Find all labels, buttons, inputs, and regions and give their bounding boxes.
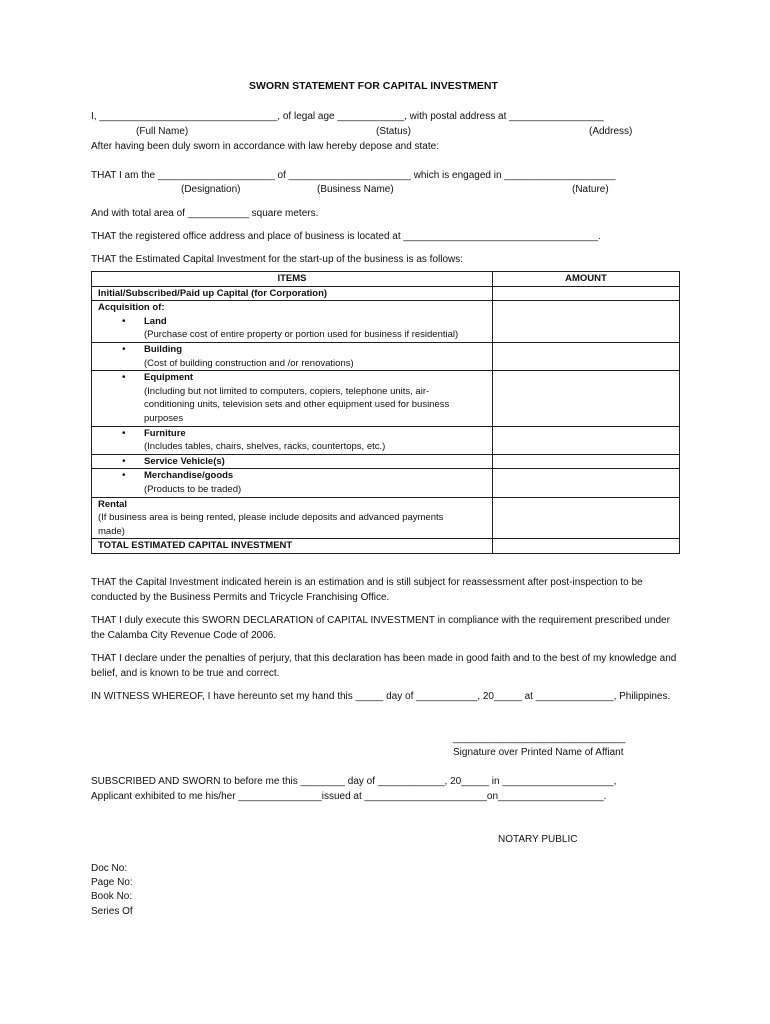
- estimated-intro-line: THAT the Estimated Capital Investment for the start-up of the business is as follows:: [91, 254, 464, 265]
- amount-cell: [493, 454, 680, 469]
- table-row: [92, 539, 680, 554]
- registered-office-line: THAT the registered office address and place of business is located at ___________________________________.: [91, 231, 601, 242]
- applicant-line: Applicant exhibited to me his/her _______________issued at ______________________on___________________.: [91, 791, 607, 802]
- total-label-cell: TOTAL ESTIMATED CAPITAL INVESTMENT: [92, 539, 493, 554]
- designation-label: (Designation): [181, 184, 241, 195]
- page-no-label: Page No:: [91, 877, 133, 888]
- acquisition-label: Acquisition of:: [98, 302, 165, 314]
- full-name-label: (Full Name): [136, 126, 189, 137]
- list-item: [98, 343, 486, 370]
- compliance-paragraph: THAT I duly execute this SWORN DECLARATION of CAPITAL INVESTMENT in compliance with the requirement prescribed under the Calamba City Revenue Code of 2006.: [91, 615, 670, 641]
- signature-label: Signature over Printed Name of Affiant: [453, 747, 624, 758]
- book-no-label: Book No:: [91, 891, 133, 902]
- rental-cell: [92, 497, 493, 539]
- acquisition-cell: [92, 301, 493, 343]
- address-label: (Address): [589, 126, 633, 137]
- series-of-label: Series Of: [91, 906, 133, 917]
- land-desc: (Purchase cost of entire property or portion used for business if residential): [144, 329, 459, 341]
- witness-paragraph: IN WITNESS WHEREOF, I have hereunto set my hand this _____ day of ___________, 20_____ at ______________, Philippines.: [91, 691, 671, 702]
- doc-no-label: Doc No:: [91, 863, 128, 874]
- amount-cell: [493, 286, 680, 301]
- notary-public-label: NOTARY PUBLIC: [498, 834, 578, 845]
- list-item: [98, 315, 486, 342]
- initial-capital-cell: Initial/Subscribed/Paid up Capital (for Corporation): [92, 286, 493, 301]
- amount-cell: [493, 497, 680, 539]
- furniture-desc: (Includes tables, chairs, shelves, racks, countertops, etc.): [144, 441, 386, 453]
- table-row: [92, 469, 680, 497]
- equipment-title: • Equipment: [144, 372, 194, 384]
- list-item: [98, 427, 486, 454]
- perjury-paragraph: THAT I declare under the penalties of perjury, that this declaration has been made in good faith and to the best of my knowledge and belief, and is known to be true and correct.: [91, 653, 677, 679]
- merchandise-desc: (Products to be traded): [144, 483, 242, 495]
- vehicle-title: • Service Vehicle(s): [144, 455, 225, 467]
- rental-title: Rental: [98, 498, 128, 510]
- list-item: [98, 469, 486, 496]
- designation-line: THAT I am the _____________________ of ______________________ which is engaged in ____________________: [91, 170, 616, 181]
- table-row: [92, 497, 680, 539]
- amount-header: AMOUNT: [493, 272, 680, 287]
- list-item: [98, 371, 486, 425]
- table-row: [92, 426, 680, 454]
- amount-cell: [493, 426, 680, 454]
- signature-line: _______________________________: [453, 733, 626, 744]
- table-header-row: [92, 272, 680, 287]
- business-name-label: (Business Name): [317, 184, 394, 195]
- sworn-line: After having been duly sworn in accordance with law hereby depose and state:: [91, 141, 439, 152]
- list-item: [98, 455, 486, 469]
- rental-desc: (If business area is being rented, please include deposits and advanced payments made): [98, 512, 444, 537]
- status-label: (Status): [376, 126, 412, 137]
- table-row: [92, 342, 680, 370]
- merchandise-cell: [92, 469, 493, 497]
- total-amount-cell: [493, 539, 680, 554]
- estimation-paragraph: THAT the Capital Investment indicated herein is an estimation and is still subject for reassessment after post-inspection to be conducted by the Business Permits and Tricycle Franchising Office.: [91, 577, 643, 603]
- equipment-cell: [92, 371, 493, 426]
- capital-investment-table: [91, 271, 680, 554]
- furniture-cell: [92, 426, 493, 454]
- amount-cell: [493, 301, 680, 343]
- land-title: • Land: [144, 315, 167, 327]
- items-header: ITEMS: [92, 272, 493, 287]
- amount-cell: [493, 371, 680, 426]
- building-desc: (Cost of building construction and /or renovations): [144, 357, 354, 369]
- furniture-title: • Furniture: [144, 427, 186, 439]
- intro-line: I, ________________________________, of legal age ____________, with postal address at _________________: [91, 111, 604, 122]
- document-title: SWORN STATEMENT FOR CAPITAL INVESTMENT: [249, 80, 498, 92]
- vehicle-cell: [92, 454, 493, 469]
- table-row: [92, 286, 680, 301]
- merchandise-title: • Merchandise/goods: [144, 470, 234, 482]
- table-row: [92, 454, 680, 469]
- amount-cell: [493, 469, 680, 497]
- nature-label: (Nature): [572, 184, 609, 195]
- equipment-desc: (Including but not limited to computers, copiers, telephone units, air-conditioning units, television sets and other equipment used for business purposes: [144, 385, 450, 424]
- table-row: [92, 301, 680, 343]
- total-area-line: And with total area of ___________ square meters.: [91, 208, 319, 219]
- subscribed-line: SUBSCRIBED AND SWORN to before me this ________ day of ____________, 20_____ in ____________________,: [91, 776, 617, 787]
- building-title: • Building: [144, 343, 182, 355]
- table-row: [92, 371, 680, 426]
- acquisition-list: [98, 315, 486, 342]
- building-cell: [92, 342, 493, 370]
- amount-cell: [493, 342, 680, 370]
